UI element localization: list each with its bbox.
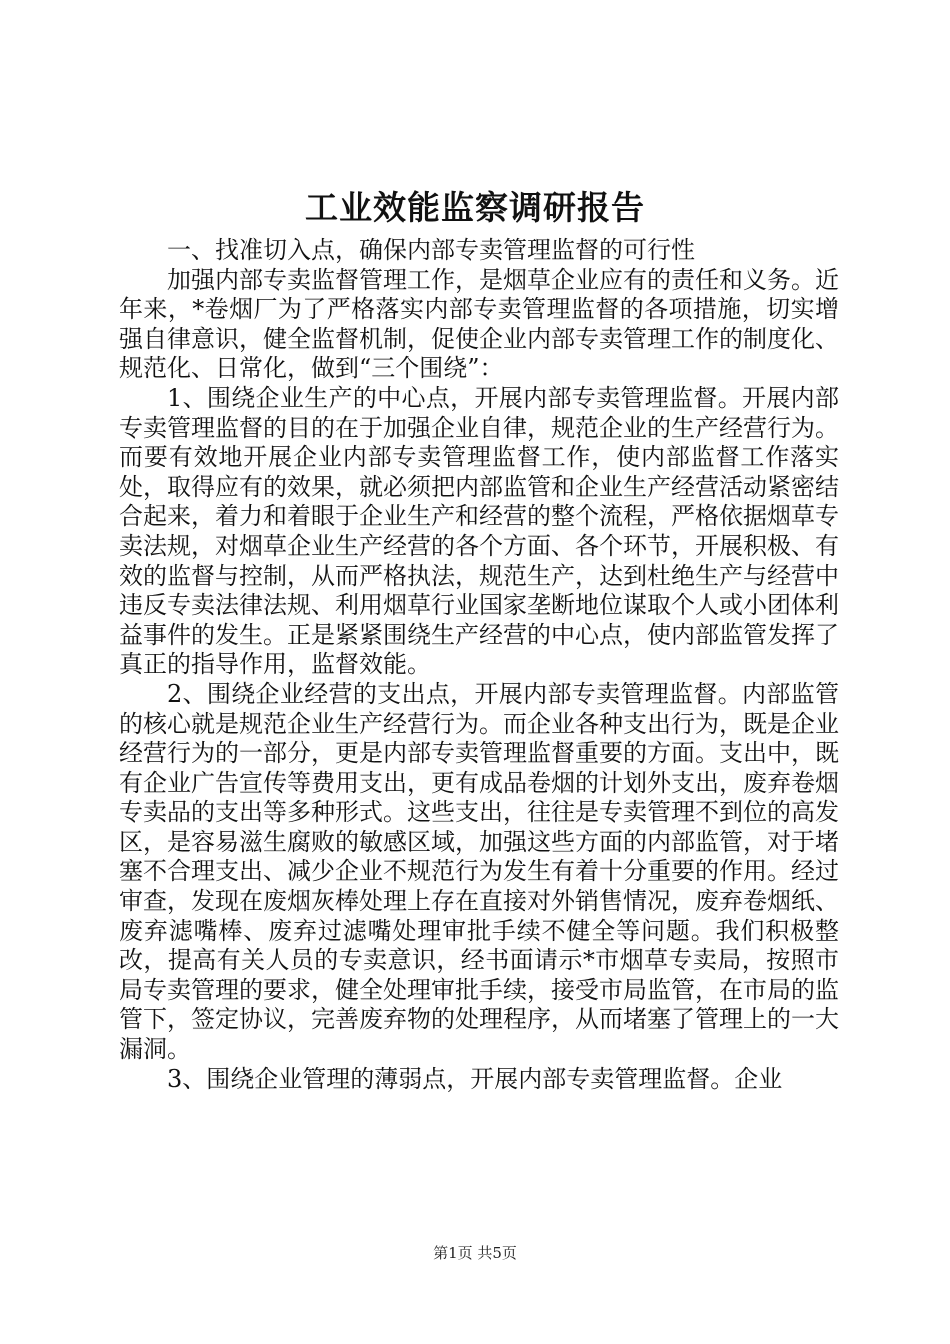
body-paragraph: 加强内部专卖监督管理工作，是烟草企业应有的责任和义务。近年来，*卷烟厂为了严格落实内部专卖管理监督的各项措施，切实增强自律意识，健全监督机制，促使企业内部专卖管理工作的制度化、规范化、日常化，做到“三个围绕”： bbox=[119, 265, 839, 383]
document-body bbox=[119, 236, 839, 1094]
body-paragraph: 2、围绕企业经营的支出点，开展内部专卖管理监督。内部监管的核心就是规范企业生产经营行为。而企业各种支出行为，既是企业经营行为的一部分，更是内部专卖管理监督重要的方面。支出中，既有企业广告宣传等费用支出，更有成品卷烟的计划外支出，废弃卷烟专卖品的支出等多种形式。这些支出，往往是专卖管理不到位的高发区，是容易滋生腐败的敏感区域，加强这些方面的内部监管，对于堵塞不合理支出、减少企业不规范行为发生有着十分重要的作用。经过审查，发现在废烟灰棒处理上存在直接对外销售情况，废弃卷烟纸、废弃滤嘴棒、废弃过滤嘴处理审批手续不健全等问题。我们积极整改，提高有关人员的专卖意识，经书面请示*市烟草专卖局，按照市局专卖管理的要求，健全处理审批手续，接受市局监管，在市局的监管下，签定协议，完善废弃物的处理程序，从而堵塞了管理上的一大漏洞。 bbox=[119, 679, 839, 1064]
section-heading: 一、找准切入点，确保内部专卖管理监督的可行性 bbox=[167, 236, 695, 264]
body-paragraph: 3、围绕企业管理的薄弱点，开展内部专卖管理监督。企业 bbox=[167, 1064, 783, 1093]
body-paragraph: 1、围绕企业生产的中心点，开展内部专卖管理监督。开展内部专卖管理监督的目的在于加强企业自律，规范企业的生产经营行为。而要有效地开展企业内部专卖管理监督工作，使内部监督工作落实处，取得应有的效果，就必须把内部监管和企业生产经营活动紧密结合起来，着力和着眼于企业生产和经营的整个流程，严格依据烟草专卖法规，对烟草企业生产经营的各个方面、各个环节，开展积极、有效的监督与控制，从而严格执法，规范生产，达到杜绝生产与经营中违反专卖法律法规、利用烟草行业国家垄断地位谋取个人或小团体利益事件的发生。正是紧紧围绕生产经营的中心点，使内部监管发挥了真正的指导作用，监督效能。 bbox=[119, 383, 839, 679]
page-number-footer: 第1页 共5页 bbox=[433, 1244, 517, 1262]
document-title: 工业效能监察调研报告 bbox=[305, 188, 645, 227]
